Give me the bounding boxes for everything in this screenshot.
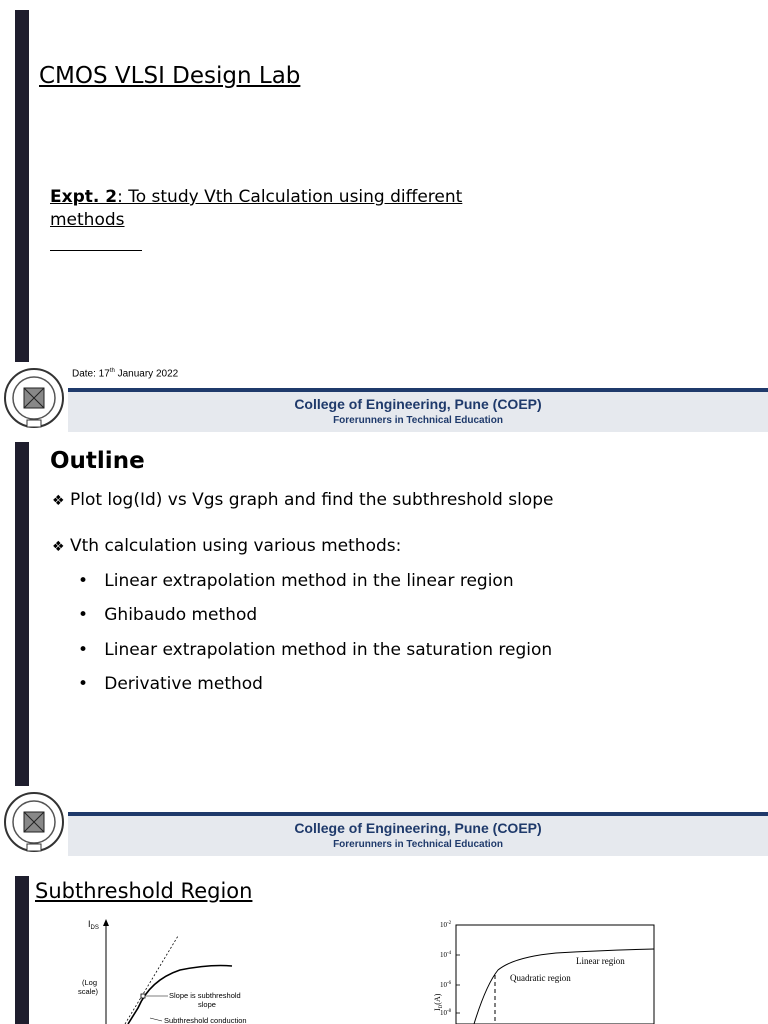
id-vgs-plot [426, 915, 666, 1024]
plot2-curve [474, 949, 654, 1024]
slide3-title: Subthreshold Region [35, 879, 253, 903]
footer-line [68, 812, 768, 816]
outline-sub-bullet: • Derivative method [78, 674, 263, 694]
outline-bullet: ❖ Vth calculation using various methods: [52, 536, 402, 556]
slide1-title: CMOS VLSI Design Lab [39, 63, 301, 89]
experiment-title: : To study Vth Calculation using different [117, 187, 463, 207]
slide3-accent-bar [15, 876, 29, 1024]
footer-line [68, 388, 768, 392]
plot2-tick-label: $10^{-2}$ [440, 921, 452, 929]
slide1-accent-bar [15, 10, 29, 362]
plot1-log-label: scale) [78, 987, 99, 996]
presentation-date: Date: 17th January 2022 [72, 368, 179, 380]
dot-bullet-icon: • [78, 674, 89, 694]
slide2-footer [0, 788, 768, 858]
plot2-tick-label: $10^{-6}$ [440, 981, 452, 989]
outline-bullet: ❖ Plot log(Id) vs Vgs graph and find the subthreshold slope [52, 490, 554, 510]
heading-underline [50, 250, 142, 251]
plot2-y-label: $I_D(A)$ [433, 993, 444, 1011]
outline-sub-bullet: • Ghibaudo method [78, 605, 258, 625]
plot2-region-label: Linear region [576, 956, 625, 966]
subthreshold-plot [70, 912, 290, 1024]
diamond-bullet-icon: ❖ [52, 539, 65, 555]
coep-logo [2, 366, 66, 430]
plot1-marker [141, 994, 145, 998]
slide1-footer [0, 364, 768, 434]
plot1-y-arrow [103, 919, 109, 926]
dot-bullet-icon: • [78, 571, 89, 591]
plot1-annotation: slope [198, 1000, 216, 1009]
plot2-region-label: Quadratic region [510, 973, 571, 983]
college-name: College of Engineering, Pune (COEP) [294, 396, 542, 412]
outline-sub-bullet: • Linear extrapolation method in the linear region [78, 571, 514, 591]
plot2-tick-label: $10^{-8}$ [440, 1009, 452, 1017]
plot1-extrapolation [125, 936, 178, 1024]
plot1-annotation: Subthreshold conduction [164, 1016, 247, 1024]
experiment-title-line2: methods [50, 210, 125, 230]
slide2-accent-bar [15, 442, 29, 786]
dot-bullet-icon: • [78, 640, 89, 660]
coep-logo [2, 790, 66, 854]
plot1-annotation: Slope is subthreshold [169, 991, 241, 1000]
dot-bullet-icon: • [78, 605, 89, 625]
college-name: College of Engineering, Pune (COEP) [294, 820, 542, 836]
experiment-number: Expt. 2 [50, 187, 118, 207]
plot1-pointer [150, 1018, 162, 1021]
slide2-title: Outline [50, 448, 145, 474]
experiment-heading [50, 186, 570, 232]
college-tagline: Forerunners in Technical Education [333, 415, 503, 426]
plot1-y-label: $I_{DS}$ [88, 919, 99, 931]
plot1-log-label: (Log [82, 978, 98, 987]
plot2-tick-label: $10^{-4}$ [440, 951, 452, 959]
diamond-bullet-icon: ❖ [52, 493, 65, 509]
outline-sub-bullet: • Linear extrapolation method in the saturation region [78, 640, 553, 660]
college-tagline: Forerunners in Technical Education [333, 839, 503, 850]
